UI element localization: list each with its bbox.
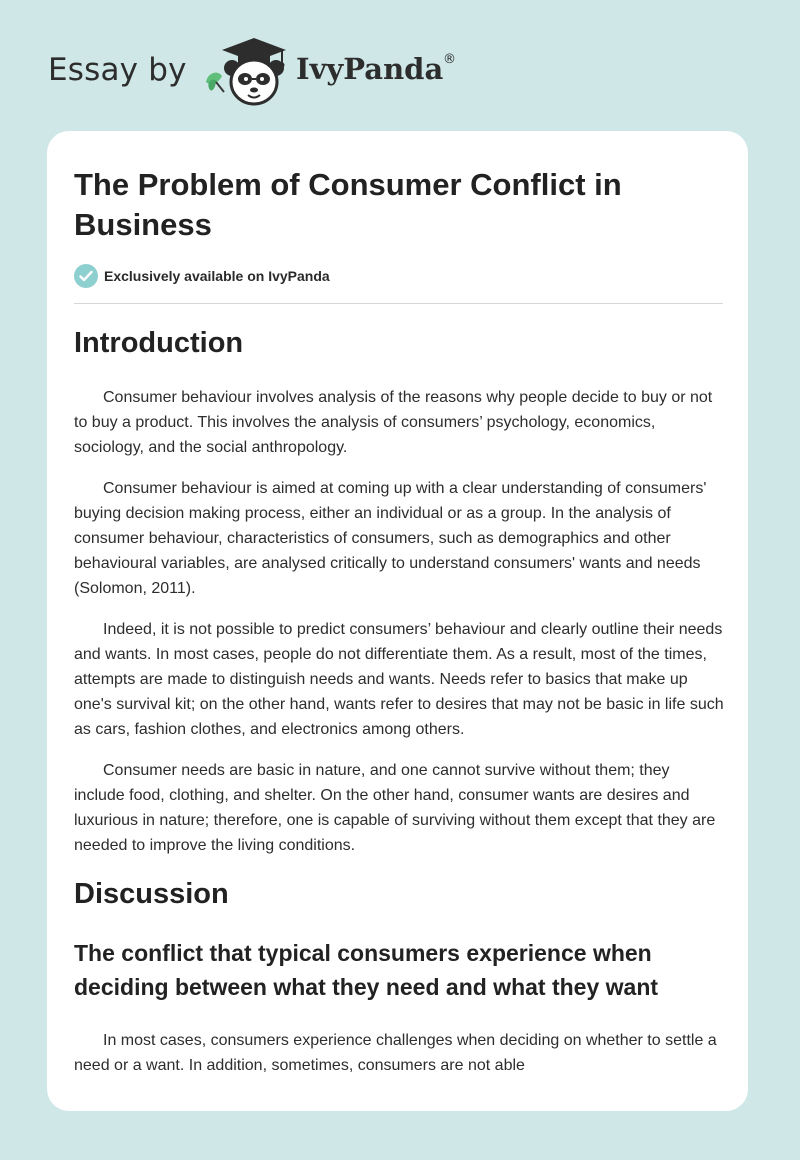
paragraph: In most cases, consumers experience challenges when deciding on whether to settle a need or a want. In addition, sometimes, consumers are not able	[74, 1032, 717, 1074]
exclusive-badge	[74, 264, 330, 288]
section-subheading: The conflict that typical consumers experience when deciding between what they need and what they want	[74, 940, 659, 1000]
registered-mark: ®	[443, 52, 456, 67]
paragraph: Consumer behaviour involves analysis of the reasons why people decide to buy or not to buy a product. This involves the analysis of consumers’ psychology, economics, sociology, and the social anthropology.	[74, 389, 713, 456]
panda-graduate-icon	[202, 34, 294, 108]
essay-card	[47, 131, 748, 1111]
brand-prefix: Essay by	[48, 52, 187, 88]
paragraph: Consumer behaviour is aimed at coming up with a clear understanding of consumers' buying decision making process, either an individual or as a group. In the analysis of consumer behaviour, characteristics of consumers, such as demographics and other behavioural variables, are analysed critically to understand consumers' wants and needs (Solomon, 2011).	[74, 480, 707, 597]
title-divider	[74, 303, 723, 304]
page-title: The Problem of Consumer Conflict in Business	[74, 167, 622, 242]
section-heading-discussion: Discussion	[74, 878, 229, 910]
paragraph: Consumer needs are basic in nature, and one cannot survive without them; they include food, clothing, and shelter. On the other hand, consumer wants are desires and luxurious in nature; therefore, one is capable of surviving without them except that they are needed to improve the living conditions.	[74, 762, 716, 854]
brand-name: IvyPanda	[296, 52, 444, 86]
exclusive-badge-text: Exclusively available on IvyPanda	[104, 268, 330, 284]
check-badge-icon	[74, 264, 98, 288]
paragraph: Indeed, it is not possible to predict consumers’ behaviour and clearly outline their needs and wants. In most cases, people do not differentiate them. As a result, most of the times, attempts are made to distinguish needs and wants. Needs refer to basics that make up one's survival kit; on the other hand, wants refer to desires that may not be basic in life such as cars, fashion clothes, and electronics among others.	[74, 621, 724, 738]
section-heading-introduction: Introduction	[74, 327, 244, 359]
brand-header	[48, 34, 508, 114]
essay-body	[74, 323, 724, 1078]
